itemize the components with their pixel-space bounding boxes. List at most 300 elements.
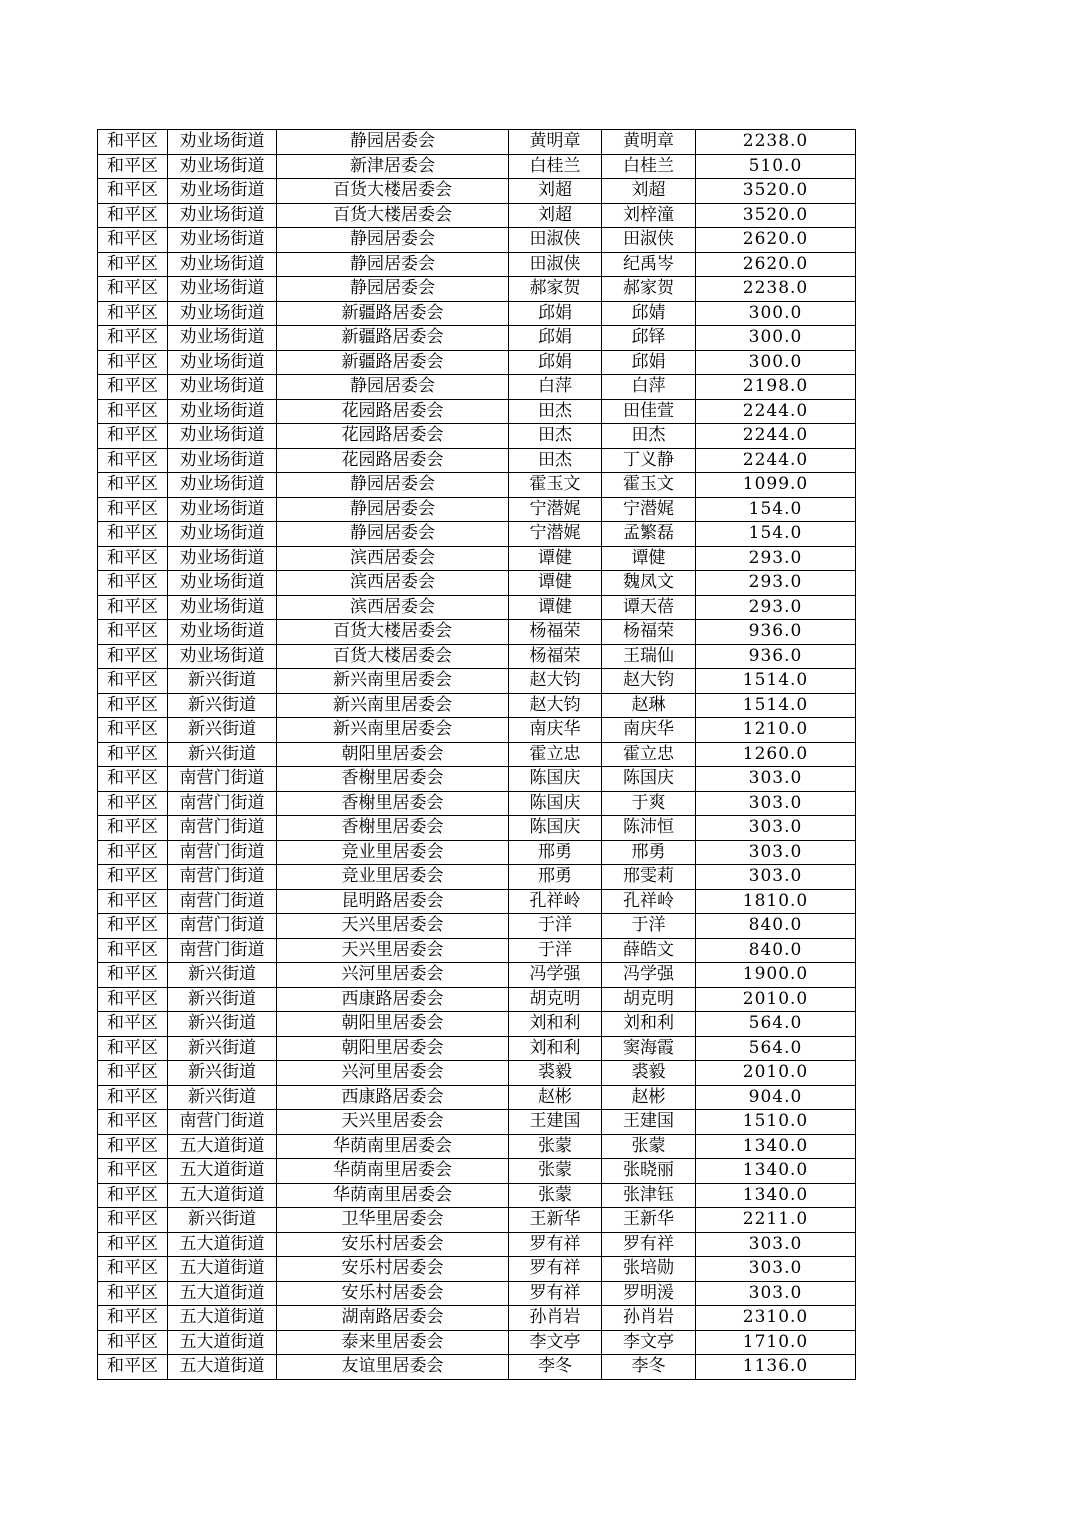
district-cell: 和平区 [98, 1134, 168, 1159]
applicant-cell: 刘超 [509, 203, 602, 228]
member-cell: 窦海霞 [602, 1036, 696, 1061]
street-cell: 劝业场街道 [168, 448, 277, 473]
amount-cell: 564.0 [696, 1036, 856, 1061]
committee-cell: 百货大楼居委会 [277, 620, 509, 645]
applicant-cell: 王建国 [509, 1110, 602, 1135]
district-cell: 和平区 [98, 644, 168, 669]
applicant-cell: 霍玉文 [509, 473, 602, 498]
applicant-cell: 胡克明 [509, 987, 602, 1012]
member-cell: 陈沛恒 [602, 816, 696, 841]
applicant-cell: 陈国庆 [509, 791, 602, 816]
committee-cell: 朝阳里居委会 [277, 1012, 509, 1037]
street-cell: 劝业场街道 [168, 522, 277, 547]
amount-cell: 303.0 [696, 791, 856, 816]
member-cell: 王新华 [602, 1208, 696, 1233]
district-cell: 和平区 [98, 816, 168, 841]
applicant-cell: 陈国庆 [509, 767, 602, 792]
table-row [98, 889, 856, 914]
committee-cell: 华荫南里居委会 [277, 1159, 509, 1184]
amount-cell: 300.0 [696, 326, 856, 351]
amount-cell: 154.0 [696, 497, 856, 522]
applicant-cell: 谭健 [509, 595, 602, 620]
street-cell: 劝业场街道 [168, 595, 277, 620]
member-cell: 张晓丽 [602, 1159, 696, 1184]
amount-cell: 2198.0 [696, 375, 856, 400]
amount-cell: 1510.0 [696, 1110, 856, 1135]
district-cell: 和平区 [98, 620, 168, 645]
member-cell: 赵彬 [602, 1085, 696, 1110]
applicant-cell: 白桂兰 [509, 154, 602, 179]
table-row [98, 497, 856, 522]
amount-cell: 1340.0 [696, 1159, 856, 1184]
member-cell: 魏凤文 [602, 571, 696, 596]
street-cell: 劝业场街道 [168, 546, 277, 571]
committee-cell: 百货大楼居委会 [277, 644, 509, 669]
street-cell: 劝业场街道 [168, 424, 277, 449]
district-cell: 和平区 [98, 595, 168, 620]
committee-cell: 华荫南里居委会 [277, 1183, 509, 1208]
district-cell: 和平区 [98, 1061, 168, 1086]
district-cell: 和平区 [98, 424, 168, 449]
amount-cell: 510.0 [696, 154, 856, 179]
table-row [98, 203, 856, 228]
member-cell: 于爽 [602, 791, 696, 816]
applicant-cell: 刘和利 [509, 1012, 602, 1037]
committee-cell: 百货大楼居委会 [277, 179, 509, 204]
amount-cell: 2620.0 [696, 228, 856, 253]
district-cell: 和平区 [98, 203, 168, 228]
committee-cell: 百货大楼居委会 [277, 203, 509, 228]
committee-cell: 友谊里居委会 [277, 1355, 509, 1380]
district-cell: 和平区 [98, 963, 168, 988]
member-cell: 霍玉文 [602, 473, 696, 498]
amount-cell: 2238.0 [696, 130, 856, 155]
member-cell: 郝家贺 [602, 277, 696, 302]
applicant-cell: 孔祥岭 [509, 889, 602, 914]
district-cell: 和平区 [98, 767, 168, 792]
committee-cell: 西康路居委会 [277, 987, 509, 1012]
member-cell: 孟繁磊 [602, 522, 696, 547]
applicant-cell: 罗有祥 [509, 1232, 602, 1257]
member-cell: 霍立忠 [602, 742, 696, 767]
district-cell: 和平区 [98, 1257, 168, 1282]
district-cell: 和平区 [98, 889, 168, 914]
applicant-cell: 于洋 [509, 938, 602, 963]
district-cell: 和平区 [98, 326, 168, 351]
committee-cell: 新疆路居委会 [277, 326, 509, 351]
applicant-cell: 赵彬 [509, 1085, 602, 1110]
amount-cell: 840.0 [696, 914, 856, 939]
amount-cell: 293.0 [696, 595, 856, 620]
applicant-cell: 田杰 [509, 399, 602, 424]
district-cell: 和平区 [98, 1110, 168, 1135]
street-cell: 劝业场街道 [168, 326, 277, 351]
amount-cell: 2244.0 [696, 448, 856, 473]
street-cell: 劝业场街道 [168, 375, 277, 400]
table-row [98, 252, 856, 277]
district-cell: 和平区 [98, 840, 168, 865]
street-cell: 南营门街道 [168, 791, 277, 816]
table-row [98, 1012, 856, 1037]
table-row [98, 1110, 856, 1135]
table-row [98, 228, 856, 253]
applicant-cell: 邢勇 [509, 840, 602, 865]
table-row [98, 301, 856, 326]
member-cell: 南庆华 [602, 718, 696, 743]
applicant-cell: 宁潜娓 [509, 522, 602, 547]
member-cell: 胡克明 [602, 987, 696, 1012]
street-cell: 新兴街道 [168, 669, 277, 694]
member-cell: 孙肖岩 [602, 1306, 696, 1331]
district-cell: 和平区 [98, 1232, 168, 1257]
table-row [98, 1159, 856, 1184]
member-cell: 田佳萱 [602, 399, 696, 424]
street-cell: 新兴街道 [168, 1208, 277, 1233]
committee-cell: 花园路居委会 [277, 424, 509, 449]
committee-cell: 新兴南里居委会 [277, 669, 509, 694]
applicant-cell: 杨福荣 [509, 620, 602, 645]
amount-cell: 1514.0 [696, 693, 856, 718]
street-cell: 劝业场街道 [168, 571, 277, 596]
street-cell: 五大道街道 [168, 1281, 277, 1306]
district-cell: 和平区 [98, 448, 168, 473]
applicant-cell: 田杰 [509, 448, 602, 473]
street-cell: 新兴街道 [168, 1061, 277, 1086]
street-cell: 南营门街道 [168, 865, 277, 890]
member-cell: 谭健 [602, 546, 696, 571]
district-cell: 和平区 [98, 1183, 168, 1208]
amount-cell: 2244.0 [696, 399, 856, 424]
street-cell: 劝业场街道 [168, 350, 277, 375]
table-row [98, 1183, 856, 1208]
table-row [98, 179, 856, 204]
street-cell: 劝业场街道 [168, 399, 277, 424]
applicant-cell: 刘超 [509, 179, 602, 204]
committee-cell: 香榭里居委会 [277, 767, 509, 792]
applicant-cell: 张蒙 [509, 1134, 602, 1159]
committee-cell: 昆明路居委会 [277, 889, 509, 914]
table-row [98, 448, 856, 473]
applicant-cell: 王新华 [509, 1208, 602, 1233]
applicant-cell: 郝家贺 [509, 277, 602, 302]
applicant-cell: 冯学强 [509, 963, 602, 988]
district-cell: 和平区 [98, 522, 168, 547]
member-cell: 刘超 [602, 179, 696, 204]
table-row [98, 644, 856, 669]
amount-cell: 1099.0 [696, 473, 856, 498]
amount-cell: 300.0 [696, 350, 856, 375]
table-row [98, 865, 856, 890]
committee-cell: 静园居委会 [277, 277, 509, 302]
committee-cell: 竞业里居委会 [277, 840, 509, 865]
table-row [98, 914, 856, 939]
applicant-cell: 南庆华 [509, 718, 602, 743]
street-cell: 新兴街道 [168, 1036, 277, 1061]
amount-cell: 293.0 [696, 571, 856, 596]
amount-cell: 303.0 [696, 840, 856, 865]
committee-cell: 西康路居委会 [277, 1085, 509, 1110]
table-row [98, 840, 856, 865]
table-row [98, 693, 856, 718]
table-row [98, 1036, 856, 1061]
applicant-cell: 赵大钧 [509, 669, 602, 694]
table-row [98, 742, 856, 767]
district-cell: 和平区 [98, 350, 168, 375]
member-cell: 邱娟 [602, 350, 696, 375]
district-cell: 和平区 [98, 1159, 168, 1184]
committee-cell: 泰来里居委会 [277, 1330, 509, 1355]
street-cell: 新兴街道 [168, 742, 277, 767]
street-cell: 劝业场街道 [168, 301, 277, 326]
committee-cell: 安乐村居委会 [277, 1232, 509, 1257]
applicant-cell: 白萍 [509, 375, 602, 400]
amount-cell: 303.0 [696, 1281, 856, 1306]
street-cell: 五大道街道 [168, 1232, 277, 1257]
amount-cell: 300.0 [696, 301, 856, 326]
district-cell: 和平区 [98, 1208, 168, 1233]
street-cell: 劝业场街道 [168, 644, 277, 669]
member-cell: 王建国 [602, 1110, 696, 1135]
committee-cell: 静园居委会 [277, 497, 509, 522]
committee-cell: 滨西居委会 [277, 595, 509, 620]
street-cell: 新兴街道 [168, 987, 277, 1012]
member-cell: 罗有祥 [602, 1232, 696, 1257]
table-row [98, 1061, 856, 1086]
committee-cell: 华荫南里居委会 [277, 1134, 509, 1159]
district-cell: 和平区 [98, 130, 168, 155]
committee-cell: 花园路居委会 [277, 448, 509, 473]
table-body [98, 130, 856, 1380]
member-cell: 白萍 [602, 375, 696, 400]
member-cell: 薛皓文 [602, 938, 696, 963]
street-cell: 劝业场街道 [168, 228, 277, 253]
table-row [98, 791, 856, 816]
amount-cell: 1260.0 [696, 742, 856, 767]
district-cell: 和平区 [98, 865, 168, 890]
district-cell: 和平区 [98, 399, 168, 424]
table-row [98, 1257, 856, 1282]
applicant-cell: 黄明章 [509, 130, 602, 155]
amount-cell: 2244.0 [696, 424, 856, 449]
table-row [98, 1208, 856, 1233]
member-cell: 裘毅 [602, 1061, 696, 1086]
table-row [98, 154, 856, 179]
applicant-cell: 孙肖岩 [509, 1306, 602, 1331]
amount-cell: 303.0 [696, 816, 856, 841]
amount-cell: 2211.0 [696, 1208, 856, 1233]
street-cell: 新兴街道 [168, 963, 277, 988]
street-cell: 新兴街道 [168, 1085, 277, 1110]
district-cell: 和平区 [98, 914, 168, 939]
table-row [98, 424, 856, 449]
committee-cell: 滨西居委会 [277, 571, 509, 596]
amount-cell: 1810.0 [696, 889, 856, 914]
applicant-cell: 宁潜娓 [509, 497, 602, 522]
district-cell: 和平区 [98, 1355, 168, 1380]
amount-cell: 1136.0 [696, 1355, 856, 1380]
committee-cell: 新兴南里居委会 [277, 718, 509, 743]
committee-cell: 兴河里居委会 [277, 1061, 509, 1086]
applicant-cell: 裘毅 [509, 1061, 602, 1086]
table-row [98, 1134, 856, 1159]
district-cell: 和平区 [98, 473, 168, 498]
committee-cell: 静园居委会 [277, 252, 509, 277]
district-cell: 和平区 [98, 154, 168, 179]
street-cell: 新兴街道 [168, 1012, 277, 1037]
table-row [98, 938, 856, 963]
applicant-cell: 田淑侠 [509, 252, 602, 277]
amount-cell: 3520.0 [696, 203, 856, 228]
committee-cell: 新津居委会 [277, 154, 509, 179]
amount-cell: 2310.0 [696, 1306, 856, 1331]
applicant-cell: 谭健 [509, 571, 602, 596]
district-cell: 和平区 [98, 546, 168, 571]
table-row [98, 1085, 856, 1110]
street-cell: 劝业场街道 [168, 497, 277, 522]
committee-cell: 花园路居委会 [277, 399, 509, 424]
table-row [98, 620, 856, 645]
committee-cell: 竞业里居委会 [277, 865, 509, 890]
street-cell: 南营门街道 [168, 1110, 277, 1135]
street-cell: 劝业场街道 [168, 277, 277, 302]
district-cell: 和平区 [98, 1085, 168, 1110]
table-row [98, 669, 856, 694]
district-cell: 和平区 [98, 571, 168, 596]
district-cell: 和平区 [98, 375, 168, 400]
applicant-cell: 李冬 [509, 1355, 602, 1380]
district-cell: 和平区 [98, 277, 168, 302]
street-cell: 劝业场街道 [168, 473, 277, 498]
street-cell: 五大道街道 [168, 1306, 277, 1331]
member-cell: 张蒙 [602, 1134, 696, 1159]
amount-cell: 904.0 [696, 1085, 856, 1110]
table-row [98, 1355, 856, 1380]
street-cell: 劝业场街道 [168, 252, 277, 277]
street-cell: 南营门街道 [168, 816, 277, 841]
street-cell: 劝业场街道 [168, 179, 277, 204]
amount-cell: 2010.0 [696, 987, 856, 1012]
amount-cell: 1210.0 [696, 718, 856, 743]
member-cell: 张培勋 [602, 1257, 696, 1282]
member-cell: 黄明章 [602, 130, 696, 155]
table-row [98, 375, 856, 400]
member-cell: 赵琳 [602, 693, 696, 718]
member-cell: 张津钰 [602, 1183, 696, 1208]
member-cell: 刘梓潼 [602, 203, 696, 228]
applicant-cell: 杨福荣 [509, 644, 602, 669]
amount-cell: 1340.0 [696, 1183, 856, 1208]
table-row [98, 522, 856, 547]
street-cell: 劝业场街道 [168, 154, 277, 179]
committee-cell: 湖南路居委会 [277, 1306, 509, 1331]
district-cell: 和平区 [98, 301, 168, 326]
table-row [98, 277, 856, 302]
applicant-cell: 罗有祥 [509, 1257, 602, 1282]
amount-cell: 1710.0 [696, 1330, 856, 1355]
member-cell: 田淑侠 [602, 228, 696, 253]
district-cell: 和平区 [98, 1330, 168, 1355]
applicant-cell: 张蒙 [509, 1159, 602, 1184]
committee-cell: 天兴里居委会 [277, 938, 509, 963]
applicant-cell: 霍立忠 [509, 742, 602, 767]
member-cell: 刘和利 [602, 1012, 696, 1037]
committee-cell: 新兴南里居委会 [277, 693, 509, 718]
district-cell: 和平区 [98, 938, 168, 963]
applicant-cell: 田淑侠 [509, 228, 602, 253]
committee-cell: 香榭里居委会 [277, 816, 509, 841]
applicant-cell: 刘和利 [509, 1036, 602, 1061]
table-row [98, 326, 856, 351]
district-cell: 和平区 [98, 791, 168, 816]
street-cell: 南营门街道 [168, 767, 277, 792]
street-cell: 南营门街道 [168, 840, 277, 865]
amount-cell: 1514.0 [696, 669, 856, 694]
member-cell: 陈国庆 [602, 767, 696, 792]
table-row [98, 718, 856, 743]
applicant-cell: 邢勇 [509, 865, 602, 890]
committee-cell: 安乐村居委会 [277, 1257, 509, 1282]
district-cell: 和平区 [98, 1281, 168, 1306]
amount-cell: 564.0 [696, 1012, 856, 1037]
table-row [98, 1330, 856, 1355]
committee-cell: 新疆路居委会 [277, 301, 509, 326]
member-cell: 宁潜娓 [602, 497, 696, 522]
applicant-cell: 邱娟 [509, 326, 602, 351]
table-row [98, 571, 856, 596]
amount-cell: 2010.0 [696, 1061, 856, 1086]
committee-cell: 卫华里居委会 [277, 1208, 509, 1233]
applicant-cell: 谭健 [509, 546, 602, 571]
committee-cell: 静园居委会 [277, 473, 509, 498]
district-cell: 和平区 [98, 987, 168, 1012]
member-cell: 杨福荣 [602, 620, 696, 645]
street-cell: 五大道街道 [168, 1134, 277, 1159]
committee-cell: 兴河里居委会 [277, 963, 509, 988]
committee-cell: 新疆路居委会 [277, 350, 509, 375]
committee-cell: 朝阳里居委会 [277, 742, 509, 767]
member-cell: 王瑞仙 [602, 644, 696, 669]
table-row [98, 767, 856, 792]
table-row [98, 816, 856, 841]
committee-cell: 香榭里居委会 [277, 791, 509, 816]
street-cell: 五大道街道 [168, 1159, 277, 1184]
table-row [98, 595, 856, 620]
amount-cell: 1340.0 [696, 1134, 856, 1159]
committee-cell: 静园居委会 [277, 228, 509, 253]
table-row [98, 473, 856, 498]
table-row [98, 987, 856, 1012]
committee-cell: 天兴里居委会 [277, 914, 509, 939]
amount-cell: 936.0 [696, 620, 856, 645]
table-row [98, 1232, 856, 1257]
district-cell: 和平区 [98, 252, 168, 277]
district-cell: 和平区 [98, 742, 168, 767]
amount-cell: 840.0 [696, 938, 856, 963]
member-cell: 罗明湲 [602, 1281, 696, 1306]
table-row [98, 1306, 856, 1331]
data-table [97, 129, 856, 1380]
street-cell: 南营门街道 [168, 914, 277, 939]
applicant-cell: 张蒙 [509, 1183, 602, 1208]
amount-cell: 303.0 [696, 865, 856, 890]
amount-cell: 154.0 [696, 522, 856, 547]
amount-cell: 3520.0 [696, 179, 856, 204]
table-row [98, 130, 856, 155]
street-cell: 劝业场街道 [168, 620, 277, 645]
street-cell: 劝业场街道 [168, 203, 277, 228]
amount-cell: 293.0 [696, 546, 856, 571]
table-row [98, 963, 856, 988]
